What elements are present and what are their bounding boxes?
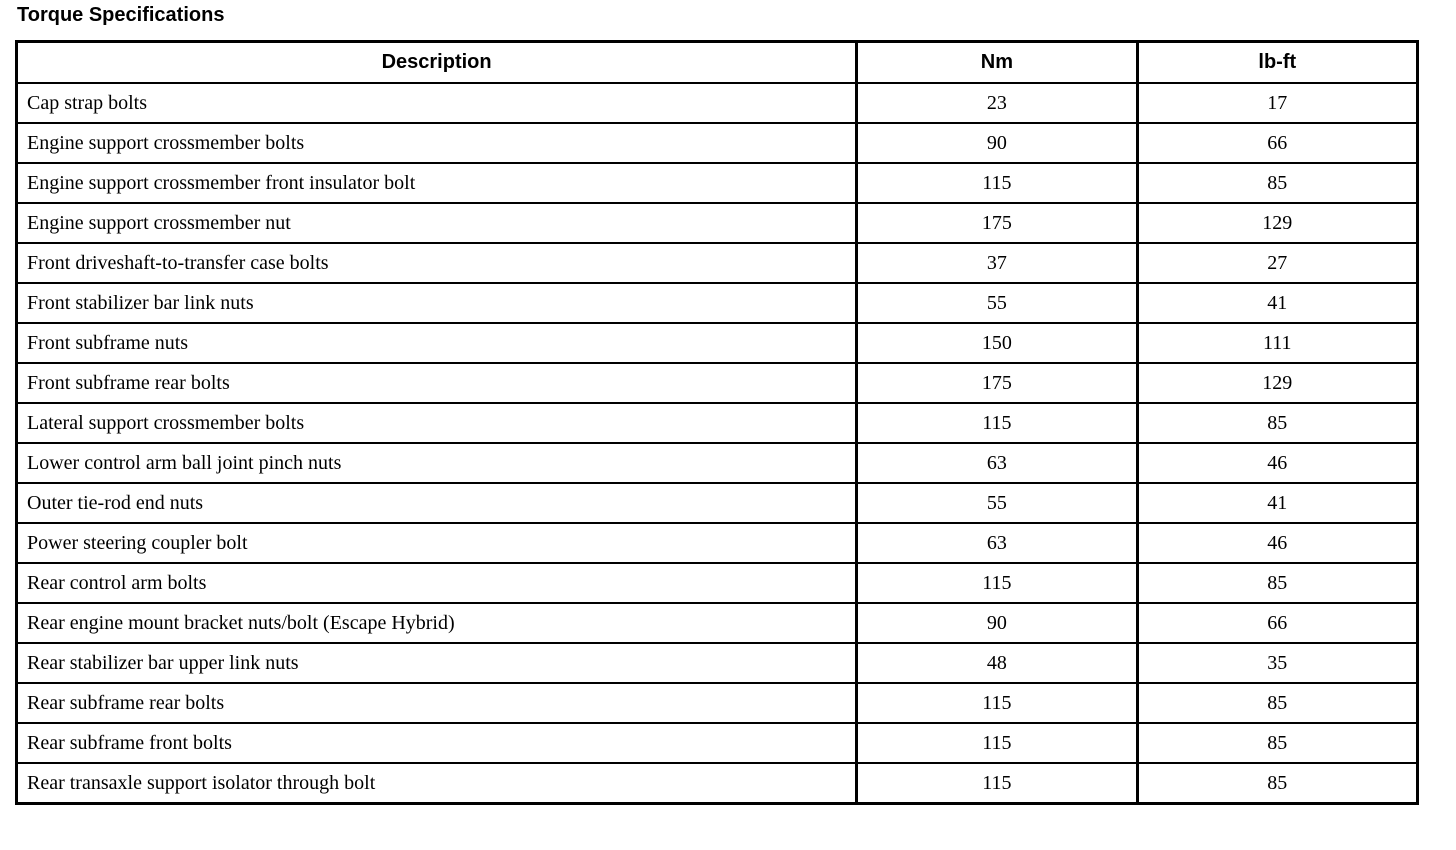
cell-nm: 115	[857, 163, 1137, 203]
cell-description: Engine support crossmember nut	[17, 203, 857, 243]
table-row	[17, 123, 1418, 163]
header-nm: Nm	[857, 42, 1137, 84]
cell-description: Rear engine mount bracket nuts/bolt (Escape Hybrid)	[17, 603, 857, 643]
table-header-row	[17, 42, 1418, 84]
cell-nm: 115	[857, 763, 1137, 804]
cell-nm: 63	[857, 523, 1137, 563]
cell-nm: 175	[857, 203, 1137, 243]
cell-lb-ft: 66	[1137, 603, 1417, 643]
cell-lb-ft: 129	[1137, 363, 1417, 403]
table-row	[17, 523, 1418, 563]
table-row	[17, 483, 1418, 523]
cell-lb-ft: 85	[1137, 723, 1417, 763]
cell-lb-ft: 111	[1137, 323, 1417, 363]
cell-lb-ft: 66	[1137, 123, 1417, 163]
cell-description: Lower control arm ball joint pinch nuts	[17, 443, 857, 483]
cell-nm: 90	[857, 123, 1137, 163]
cell-nm: 55	[857, 283, 1137, 323]
table-row	[17, 403, 1418, 443]
table-row	[17, 363, 1418, 403]
header-lb-ft: lb-ft	[1137, 42, 1417, 84]
cell-nm: 90	[857, 603, 1137, 643]
table-row	[17, 643, 1418, 683]
table-row	[17, 763, 1418, 804]
cell-description: Front stabilizer bar link nuts	[17, 283, 857, 323]
cell-description: Power steering coupler bolt	[17, 523, 857, 563]
cell-nm: 115	[857, 723, 1137, 763]
cell-lb-ft: 85	[1137, 563, 1417, 603]
cell-description: Engine support crossmember front insulator bolt	[17, 163, 857, 203]
cell-lb-ft: 27	[1137, 243, 1417, 283]
cell-lb-ft: 85	[1137, 683, 1417, 723]
cell-nm: 48	[857, 643, 1137, 683]
cell-lb-ft: 46	[1137, 523, 1417, 563]
cell-nm: 55	[857, 483, 1137, 523]
table-row	[17, 243, 1418, 283]
cell-nm: 115	[857, 403, 1137, 443]
cell-description: Front subframe rear bolts	[17, 363, 857, 403]
cell-description: Rear stabilizer bar upper link nuts	[17, 643, 857, 683]
cell-nm: 63	[857, 443, 1137, 483]
table-row	[17, 203, 1418, 243]
table-body	[17, 83, 1418, 804]
cell-lb-ft: 35	[1137, 643, 1417, 683]
cell-nm: 150	[857, 323, 1137, 363]
cell-description: Rear transaxle support isolator through bolt	[17, 763, 857, 804]
cell-description: Engine support crossmember bolts	[17, 123, 857, 163]
cell-description: Front subframe nuts	[17, 323, 857, 363]
table-row	[17, 603, 1418, 643]
table-row	[17, 443, 1418, 483]
table-row	[17, 83, 1418, 123]
cell-lb-ft: 129	[1137, 203, 1417, 243]
table-row	[17, 163, 1418, 203]
table-row	[17, 323, 1418, 363]
page-title: Torque Specifications	[17, 4, 225, 26]
header-description: Description	[17, 42, 857, 84]
cell-nm: 175	[857, 363, 1137, 403]
cell-lb-ft: 17	[1137, 83, 1417, 123]
cell-nm: 37	[857, 243, 1137, 283]
cell-description: Lateral support crossmember bolts	[17, 403, 857, 443]
cell-nm: 115	[857, 683, 1137, 723]
table-row	[17, 563, 1418, 603]
cell-lb-ft: 41	[1137, 283, 1417, 323]
cell-description: Rear subframe rear bolts	[17, 683, 857, 723]
cell-nm: 115	[857, 563, 1137, 603]
cell-description: Cap strap bolts	[17, 83, 857, 123]
cell-nm: 23	[857, 83, 1137, 123]
cell-lb-ft: 85	[1137, 163, 1417, 203]
cell-lb-ft: 41	[1137, 483, 1417, 523]
table-row	[17, 683, 1418, 723]
table-row	[17, 283, 1418, 323]
table-row	[17, 723, 1418, 763]
cell-description: Outer tie-rod end nuts	[17, 483, 857, 523]
cell-description: Front driveshaft-to-transfer case bolts	[17, 243, 857, 283]
torque-spec-table	[15, 40, 1419, 805]
cell-description: Rear subframe front bolts	[17, 723, 857, 763]
cell-lb-ft: 85	[1137, 763, 1417, 804]
cell-lb-ft: 46	[1137, 443, 1417, 483]
cell-description: Rear control arm bolts	[17, 563, 857, 603]
cell-lb-ft: 85	[1137, 403, 1417, 443]
